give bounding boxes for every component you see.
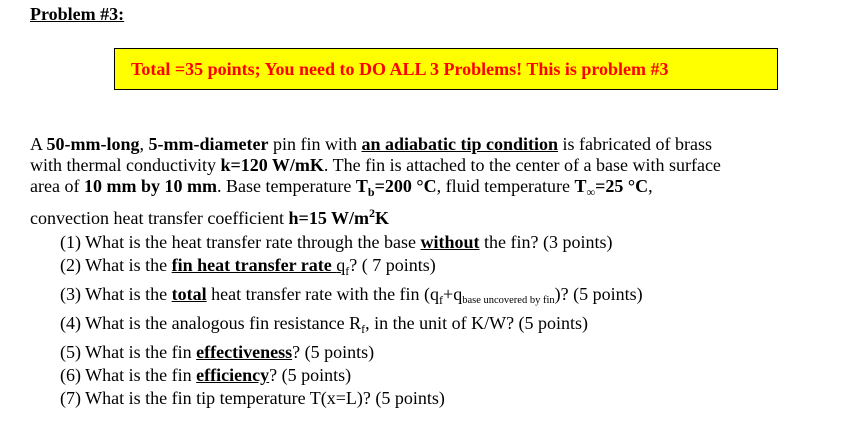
emphasis: fin heat transfer rate	[171, 254, 337, 275]
problem-statement	[30, 134, 830, 229]
text: , in the unit of K/W? (5 points)	[365, 313, 589, 334]
fin-length: 50-mm-long	[46, 134, 140, 154]
text: . The fin is attached to the center of a base with surface	[323, 155, 721, 175]
fin-diameter: 5-mm-diameter	[148, 134, 269, 154]
question-3	[60, 283, 643, 313]
question-5	[60, 341, 643, 364]
convection-coefficient	[289, 208, 389, 228]
symbol: T	[574, 176, 587, 196]
text: convection heat transfer coefficient	[30, 208, 289, 228]
text: )? (5 points)	[554, 283, 643, 304]
statement-line-3	[30, 176, 830, 203]
value: =25 °C	[595, 176, 649, 196]
text: (4) What is the analogous fin resistance R	[60, 313, 362, 334]
superscript: 2	[368, 206, 375, 220]
question-6	[60, 364, 643, 387]
text: is fabricated of brass	[558, 134, 712, 154]
statement-line-4	[30, 203, 830, 229]
subscript: b	[367, 185, 375, 199]
question-list	[60, 231, 643, 410]
symbol: T	[355, 176, 368, 196]
text: ,	[139, 134, 149, 154]
text: (1) What is the heat transfer rate through the base	[60, 232, 421, 252]
value: h=15 W/m	[288, 208, 369, 228]
question-1	[60, 231, 643, 254]
points-banner	[114, 48, 778, 90]
text: area of	[30, 176, 84, 196]
tip-condition: an adiabatic tip condition	[361, 134, 559, 154]
question-4	[60, 312, 643, 341]
statement-line-1	[30, 134, 830, 155]
subscript: f	[439, 292, 444, 307]
text: ? (5 points)	[269, 364, 352, 385]
value: =200 °C	[374, 176, 437, 196]
subscript: f	[345, 263, 350, 278]
fluid-temperature	[574, 176, 649, 199]
points-banner-text: Total =35 points; You need to DO ALL 3 Problems! This is problem #3	[131, 58, 669, 79]
text: ? (5 points)	[292, 342, 375, 363]
text: . Base temperature	[216, 176, 356, 196]
question-2	[60, 254, 643, 283]
text: +q	[443, 283, 463, 304]
thermal-conductivity: k=120 W/mK	[220, 155, 324, 175]
text: A	[30, 134, 47, 154]
emphasis: total	[171, 283, 207, 304]
base-temperature	[355, 176, 437, 199]
symbol	[336, 254, 350, 278]
text: , fluid temperature	[436, 176, 575, 196]
emphasis: efficiency	[196, 364, 270, 385]
text: (5) What is the fin	[60, 342, 197, 363]
emphasis: without	[420, 232, 480, 252]
text: ? ( 7 points)	[349, 254, 436, 275]
subscript: base uncovered by fin	[462, 294, 555, 306]
text: the fin? (3 points)	[479, 232, 613, 252]
subscript: f	[361, 322, 366, 337]
text: (2) What is the	[60, 254, 172, 275]
text: (7) What is the fin tip temperature T(x=L)? (5 points)	[60, 387, 445, 408]
emphasis: effectiveness	[196, 342, 293, 363]
question-7	[60, 387, 643, 410]
text: ,	[648, 176, 653, 196]
text: (3) What is the	[60, 283, 172, 304]
unit: K	[374, 208, 389, 228]
text: pin fin with	[268, 134, 362, 154]
problem-heading: Problem #3:	[30, 4, 125, 24]
text: heat transfer rate with the fin (q	[206, 283, 440, 304]
text: with thermal conductivity	[30, 155, 221, 175]
subscript: ∞	[586, 185, 596, 199]
statement-line-2	[30, 155, 830, 176]
text: (6) What is the fin	[60, 364, 197, 385]
base-area: 10 mm by 10 mm	[83, 176, 217, 196]
symbol-q: q	[336, 254, 346, 275]
